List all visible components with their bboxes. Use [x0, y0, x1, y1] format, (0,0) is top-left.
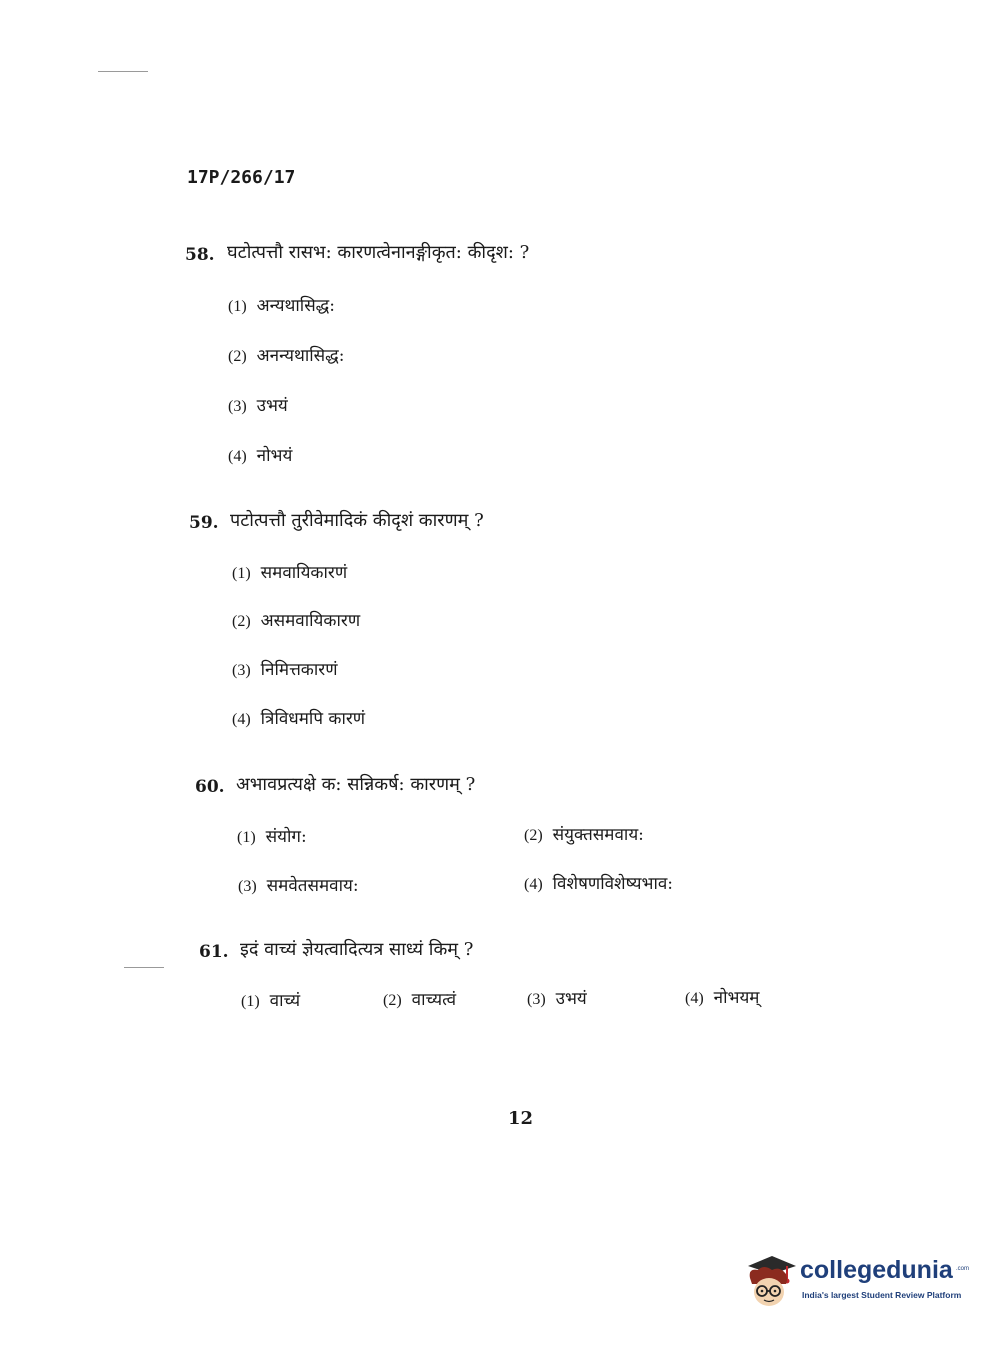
- option: [228, 343, 344, 366]
- option-text: वाच्यत्वं: [411, 990, 457, 1010]
- logo-tld: .com: [956, 1266, 970, 1272]
- option-number: (1): [228, 298, 247, 315]
- option: [237, 824, 307, 847]
- page-number: 12: [508, 1108, 534, 1129]
- option-text: नोभयम्: [713, 988, 760, 1008]
- scan-speck: [124, 967, 164, 968]
- option-number: (1): [232, 565, 251, 582]
- option: [685, 985, 759, 1008]
- question-number: 59.: [189, 513, 219, 533]
- question-text: घटोत्पत्तौ रासभ: कारणत्वेनानङ्गीकृत: कीदृश: ?: [227, 242, 530, 263]
- paper-code: 17P/266/17: [187, 167, 296, 188]
- option: [527, 986, 587, 1009]
- option-text: संयुक्तसमवाय:: [552, 825, 644, 845]
- question-number: 60.: [195, 777, 225, 797]
- option-text: वाच्यं: [269, 991, 301, 1011]
- option-number: (4): [524, 876, 543, 893]
- option-text: असमवायिकारण: [260, 611, 361, 631]
- student-mascot-icon: [742, 1250, 800, 1312]
- option-number: (3): [232, 662, 251, 679]
- option-text: संयोग:: [265, 827, 307, 847]
- option: [228, 443, 292, 466]
- option-number: (2): [524, 827, 543, 844]
- option-text: विशेषणविशेष्यभाव:: [552, 874, 674, 894]
- option: [383, 987, 456, 1010]
- option: [241, 988, 300, 1011]
- question-text: पटोत्पत्तौ तुरीवेमादिकं कीदृशं कारणम् ?: [230, 510, 484, 531]
- option: [232, 706, 365, 729]
- collegedunia-logo: [742, 1250, 972, 1320]
- option-number: (2): [228, 348, 247, 365]
- option-text: समवायिकारणं: [260, 563, 348, 583]
- option-number: (3): [238, 878, 257, 895]
- option-text: समवेतसमवाय:: [266, 876, 359, 896]
- option-text: अन्यथासिद्ध:: [256, 296, 335, 316]
- question-number: 61.: [199, 942, 229, 962]
- option-number: (3): [527, 991, 546, 1008]
- top-rule: [98, 71, 148, 72]
- question-number: 58.: [185, 245, 215, 265]
- option-number: (4): [228, 448, 247, 465]
- option: [238, 873, 359, 896]
- option-text: त्रिविधमपि कारणं: [260, 709, 366, 729]
- option-number: (2): [383, 992, 402, 1009]
- option-number: (3): [228, 398, 247, 415]
- option: [228, 293, 335, 316]
- option: [524, 871, 673, 894]
- logo-wordmark: collegedunia: [800, 1256, 953, 1284]
- question-text: अभावप्रत्यक्षे क: सन्निकर्ष: कारणम् ?: [236, 774, 476, 795]
- option-text: नोभयं: [256, 446, 293, 466]
- option-text: निमित्तकारणं: [260, 660, 338, 680]
- option: [232, 608, 360, 631]
- option-number: (2): [232, 613, 251, 630]
- option: [228, 393, 288, 416]
- question-text: इदं वाच्यं ज्ञेयत्वादित्यत्र साध्यं किम् ?: [240, 939, 474, 960]
- option-number: (4): [685, 990, 704, 1007]
- option: [232, 657, 338, 680]
- option-number: (1): [241, 993, 260, 1010]
- option-text: उभयं: [256, 396, 288, 416]
- option: [524, 822, 644, 845]
- option-number: (4): [232, 711, 251, 728]
- option: [232, 560, 347, 583]
- option-text: उभयं: [555, 989, 587, 1009]
- logo-tagline: India's largest Student Review Platform: [802, 1290, 962, 1300]
- option-text: अनन्यथासिद्ध:: [256, 346, 345, 366]
- option-number: (1): [237, 829, 256, 846]
